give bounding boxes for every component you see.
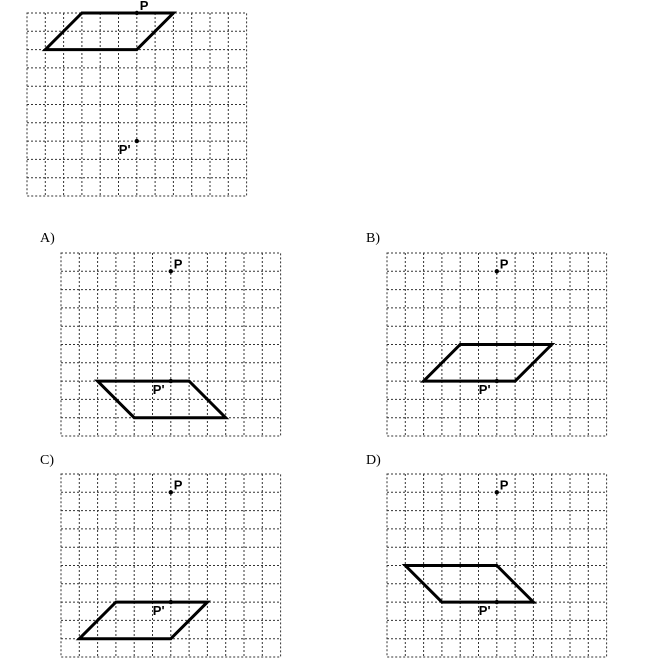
option-b-figure[interactable] [386, 253, 606, 443]
point-p-prime-label: P' [478, 382, 491, 398]
option-d-label[interactable]: D) [366, 453, 381, 468]
point-p-dot [495, 490, 499, 494]
point-p-prime-label: P' [152, 382, 165, 398]
point-p-prime-dot [135, 139, 139, 143]
option-a-grid [60, 253, 280, 443]
point-p-dot [169, 490, 173, 494]
point-p-prime-label: P' [478, 603, 491, 619]
question-figure [26, 0, 246, 204]
point-p-label: P [139, 0, 149, 13]
option-b-label[interactable]: B) [366, 231, 380, 246]
point-p-label: P [173, 256, 183, 272]
point-p-label: P [499, 256, 509, 272]
point-p-prime-label: P' [118, 142, 131, 158]
point-p-prime-dot [495, 379, 499, 383]
parallelogram [405, 566, 533, 603]
point-p-label: P [499, 477, 509, 493]
option-a-figure[interactable] [60, 253, 280, 443]
point-p-dot [169, 269, 173, 273]
point-p-prime-dot [169, 379, 173, 383]
parallelogram [45, 13, 173, 50]
point-p-dot [135, 11, 139, 15]
point-p-prime-dot [169, 600, 173, 604]
point-p-label: P [173, 477, 183, 493]
point-p-dot [495, 269, 499, 273]
question-grid [26, 0, 246, 204]
option-d-figure[interactable] [386, 474, 606, 664]
option-c-label[interactable]: C) [40, 453, 54, 468]
option-c-figure[interactable] [60, 474, 280, 664]
point-p-prime-label: P' [152, 603, 165, 619]
option-c-grid [60, 474, 280, 664]
point-p-prime-dot [495, 600, 499, 604]
option-a-label[interactable]: A) [40, 231, 55, 246]
option-d-grid [386, 474, 606, 664]
option-b-grid [386, 253, 606, 443]
parallelogram [79, 602, 207, 639]
